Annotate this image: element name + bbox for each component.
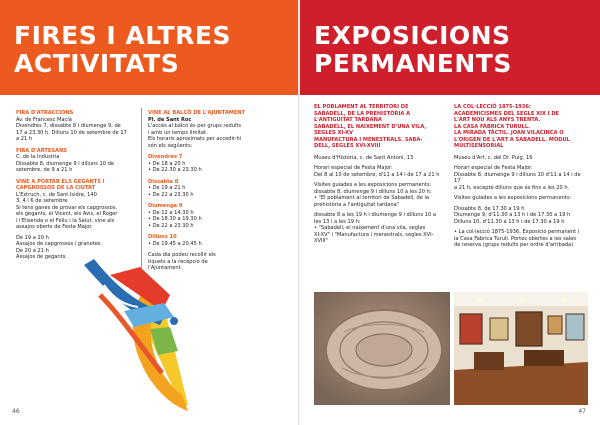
text-line: Visites guiades a les exposicions permanents:: [454, 195, 572, 201]
museum-interior-photo: [454, 292, 588, 405]
text-line: setembre, de 9 a 21 h: [16, 167, 73, 173]
right-title-line-2: PERMANENTS: [314, 49, 512, 78]
text-line: XVIII": [314, 238, 328, 244]
museu-art-info: [454, 155, 586, 249]
balco-heading: VINE AL BALCÓ DE L'AJUNTAMENT: [148, 110, 246, 116]
museum-artifact-photo: [314, 292, 450, 405]
text-line: • De 22 a 23.30 h: [148, 222, 194, 229]
text-line: L'Estruch, c. de Sant Isidre, 140: [16, 191, 97, 198]
exhibition-heading: LA MIRADA TÀCTIL. JOAN VILACINCA O: [454, 130, 564, 136]
museu-art-headings: [454, 104, 586, 150]
text-line: Diumenge 9, d'11.30 a 13 h i de 17.30 a 19 h: [454, 212, 571, 218]
text-line: i l'Elisenda o el Feliu i la Salut, vine als: [16, 217, 115, 224]
exhibition-heading: SEGLES XI-XV: [314, 130, 353, 136]
text-line: Visites guiades a les exposicions permanents:: [314, 182, 432, 188]
exhibition-heading: L'ART NOU ALS ANYS TRENTA.: [454, 117, 541, 123]
exhibition-heading: LA CASA FÀBRICA TURULL.: [454, 123, 531, 130]
gegants-block: [16, 179, 134, 261]
exhibition-heading: MANUFACTURA I MENESTRALS. SABA-: [314, 136, 423, 143]
text-line: • "El poblament al territori de Sabadell, de la: [314, 195, 429, 201]
text-line: de reserva (grups reduïts per ordre d'arribada).: [454, 242, 575, 248]
text-line: dissabte 8 a les 19 h i diumenge 9 i dilluns 10 a: [314, 212, 436, 218]
text-line: i amb un temps limitat.: [148, 129, 208, 136]
exhibition-heading: LA COL·LECCIÓ 1875-1936:: [454, 104, 531, 110]
day-heading: Dilluns 10: [148, 234, 177, 240]
fira-artesans-heading: FIRA D'ARTESANS: [16, 147, 67, 154]
exhibition-heading: MULTISENSORIAL: [454, 143, 504, 149]
right-column-1: [314, 104, 444, 250]
right-page: [300, 0, 600, 425]
exhibition-heading: DELL, SEGLES XVI-XVIII: [314, 143, 381, 149]
left-column-2: [148, 110, 280, 277]
museu-historia-headings: [314, 104, 444, 150]
text-line: Els horaris aproximats per accedir-hi: [148, 136, 242, 142]
exhibition-heading: SABADELL, DE LA PREHISTÒRIA A: [314, 110, 411, 117]
day-heading: Diumenge 9: [148, 203, 183, 209]
text-line: a 21 h, excepte dilluns que és fins a les 20 h.: [454, 184, 570, 191]
text-line: • De 18 a 20 h: [148, 160, 186, 167]
text-line: els gegants, el Vicent, els Avis, el Roger: [16, 211, 118, 217]
text-line: Assajos de capgrossos i granotes.: [16, 241, 103, 247]
text-line: les 13 i a les 19 h:: [314, 218, 361, 225]
exhibition-heading: EL POBLAMENT AL TERRITORI DE: [314, 104, 409, 110]
text-line: Si tens ganes de provar els capgrossos,: [16, 204, 118, 211]
left-title-banner: [0, 0, 300, 95]
decorative-illustration: [84, 259, 188, 411]
day-heading: Divendres 7: [148, 154, 183, 160]
text-line: Assajos de gegants.: [16, 254, 67, 260]
right-title-line-1: EXPOSICIONS: [314, 21, 511, 50]
text-line: • De 22.30 a 23.30 h: [148, 167, 202, 173]
text-line: • De 19.45 a 20.45 h: [148, 240, 202, 247]
text-line: • "Sabadell, el naixement d'una vila, segles: [314, 225, 426, 231]
text-line: • De 19 a 21 h: [148, 185, 186, 191]
text-line: Dilluns 10, d'11.30 a 13 h i de 17.30 a 19 h: [454, 218, 565, 225]
text-line: tiquets a la recepció de: [148, 258, 208, 265]
exhibition-heading: SABADELL, EL NAIXEMENT D'UNA VILA,: [314, 123, 427, 130]
text-line: 17 a 23.30 h. Dilluns 10 de setembre de 17: [16, 129, 127, 136]
exhibition-heading: ACADEMICISMES DEL SEGLE XIX I DE: [454, 110, 560, 117]
left-title-line-1: FIRES I ALTRES: [14, 21, 231, 50]
text-line: Divendres 7, dissabte 8 i diumenge 9, de: [16, 123, 121, 129]
text-line: la Casa Fàbrica Turull. Portes obertes a les sales: [454, 235, 577, 242]
page-number: 46: [12, 408, 20, 415]
text-line: Dissabte 8, diumenge 9 i dilluns 10 de: [16, 160, 114, 167]
text-line: a 21 h: [16, 136, 33, 142]
text-line: prehistòria a l'antiguitat tardana": [314, 201, 400, 208]
text-line: Pl. de Sant Roc: [148, 116, 192, 123]
fira-atraccions-block: [16, 110, 134, 143]
exhibition-heading: L'ORIGEN DE L'ART A SABADELL. MÒDUL: [454, 136, 570, 143]
text-line: 3, 4 i 6 de setembre: [16, 198, 68, 204]
text-line: XI-XV" i "Manufactura i menestrals, segles XVI-: [314, 231, 434, 238]
text-line: Cada dia podeu recollir els: [148, 252, 216, 258]
left-column-1: [16, 110, 134, 266]
text-line: • La col·lecció 1875-1936. Exposició permanent i: [454, 229, 580, 235]
left-page-title: [14, 22, 231, 78]
text-line: • De 18.30 a 19.30 h: [148, 216, 202, 222]
museum-address: Museu d'Història, c. de Sant Antoni, 13: [314, 154, 414, 161]
text-line: l'Ajuntament.: [148, 265, 183, 271]
text-line: • De 12 a 14.30 h: [148, 209, 194, 216]
text-line: Horari especial de Festa Major:: [314, 165, 393, 171]
text-line: dissabte 8, diumenge 9 i dilluns 10 a les 20 h:: [314, 188, 432, 195]
exhibition-heading: L'ANTIGUITAT TARDANA: [314, 117, 382, 123]
text-line: • De 22 a 23.30 h: [148, 191, 194, 198]
museum-address: Museu d'Art, c. del Dr. Puig, 16: [454, 154, 533, 161]
right-title-banner: [300, 0, 600, 95]
right-column-2: [454, 104, 586, 254]
gegants-heading: VINE A PORTAR ELS GEGANTS I: [16, 178, 105, 185]
right-page-title: [314, 22, 512, 78]
text-line: De 20 a 21 h: [16, 247, 49, 254]
text-line: Dissabte 8, de 17.30 a 19 h: [454, 205, 525, 212]
text-line: assajos oberts de Festa Major.: [16, 224, 93, 230]
day-heading: Dissabte 8: [148, 178, 179, 185]
fira-artesans-block: [16, 148, 134, 174]
fira-atraccions-heading: FIRA D'ATRACCIONS: [16, 110, 74, 116]
museu-historia-info: [314, 155, 444, 245]
text-line: Av. de Francesc Macià: [16, 116, 72, 123]
text-line: De 19 a 20 h: [16, 234, 49, 241]
balco-block: [148, 110, 280, 272]
text-line: L'accés al balcó és per grups reduïts: [148, 123, 242, 129]
text-line: Dissabte 8, diumenge 9 i dilluns 10 d'11 a 14 i de 17: [454, 171, 581, 184]
gegants-heading: CAPGROSSOS DE LA CIUTAT: [16, 185, 96, 191]
text-line: C. de la Indústria: [16, 154, 60, 160]
left-title-line-2: ACTIVITATS: [14, 49, 180, 78]
capgros-illustration: [70, 255, 220, 415]
text-line: són els següents:: [148, 142, 193, 149]
text-line: Horari especial de Festa Major:: [454, 165, 533, 171]
text-line: Del 8 al 10 de setembre, d'11 a 14 i de 17 a 21 h: [314, 171, 440, 178]
page-number: 47: [578, 408, 586, 415]
